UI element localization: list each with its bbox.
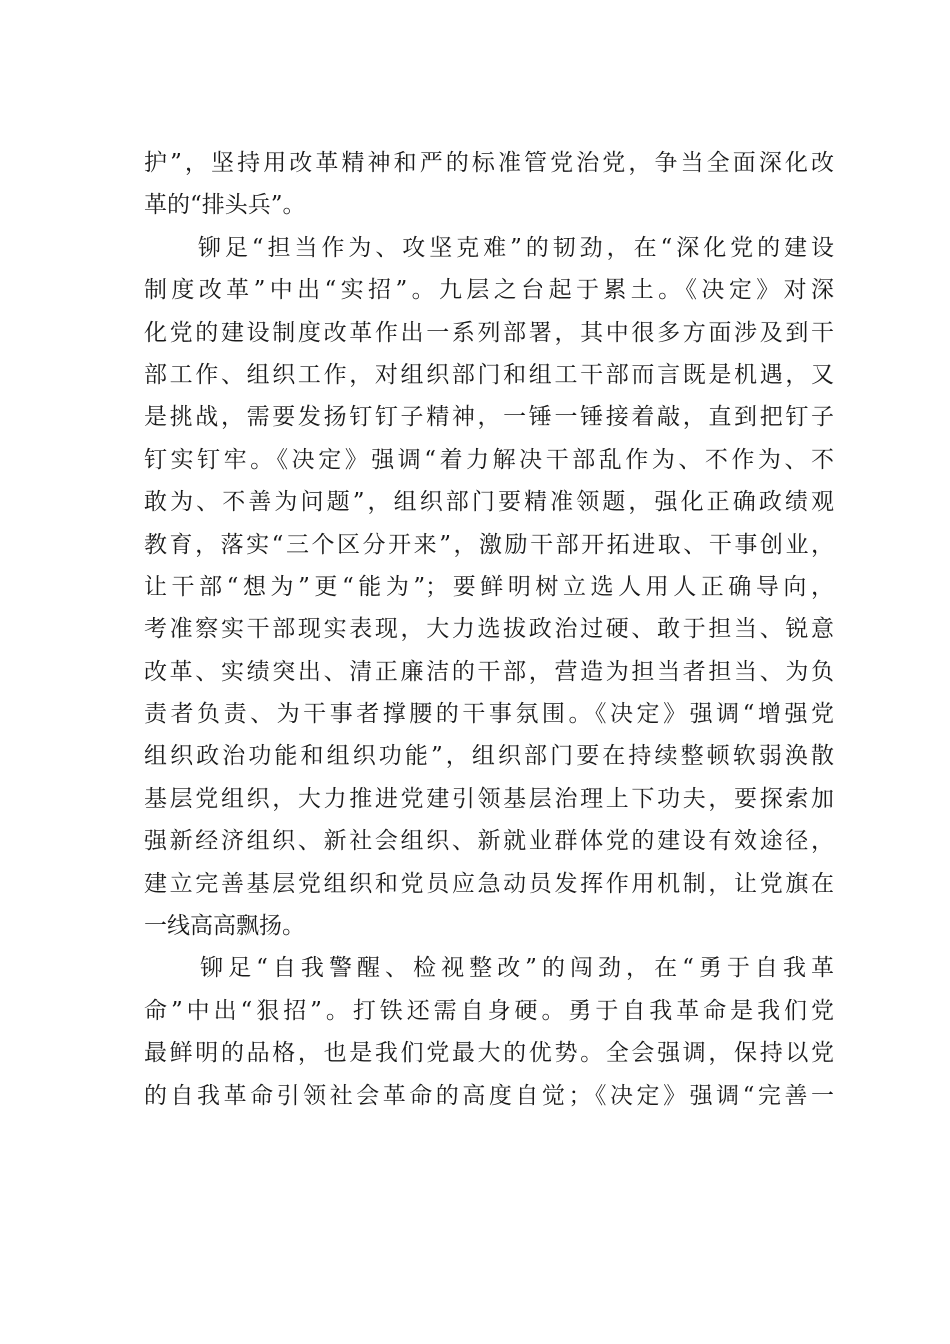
- text-line: 责者负责、为干事者撑腰的干事氛围。《决定》强调“增强党: [144, 701, 834, 728]
- text-line: 敢为、不善为问题”，组织部门要精准领题，强化正确政绩观: [144, 489, 834, 516]
- text-line: 最鲜明的品格，也是我们党最大的优势。全会强调，保持以党: [144, 1040, 834, 1067]
- text-line: 让干部“想为”更“能为”；要鲜明树立选人用人正确导向，: [144, 573, 834, 600]
- text-line: 改革、实绩突出、清正廉洁的干部，营造为担当者担当、为负: [144, 658, 834, 685]
- text-line: 的自我革命引领社会革命的高度自觉；《决定》强调“完善一: [144, 1082, 834, 1109]
- text-line: 制度改革”中出“实招”。九层之台起于累土。《决定》对深: [144, 277, 834, 304]
- text-line: 铆足“担当作为、攻坚克难”的韧劲，在“深化党的建设: [144, 234, 834, 261]
- text-line: 考准察实干部现实表现，大力选拔政治过硬、敢于担当、锐意: [144, 616, 834, 643]
- text-line: 强新经济组织、新社会组织、新就业群体党的建设有效途径，: [144, 828, 834, 855]
- text-line: 部工作、组织工作，对组织部门和组工干部而言既是机遇，又: [144, 361, 834, 388]
- text-line: 一线高高飘扬。: [144, 913, 305, 940]
- text-line: 铆足“自我警醒、检视整改”的闯劲，在“勇于自我革: [144, 955, 834, 982]
- text-line: 护”，坚持用改革精神和严的标准管党治党，争当全面深化改: [144, 150, 834, 176]
- text-line: 命”中出“狠招”。打铁还需自身硬。勇于自我革命是我们党: [144, 997, 834, 1024]
- text-line: 基层党组织，大力推进党建引领基层治理上下功夫，要探索加: [144, 785, 834, 812]
- text-line: 钉实钉牢。《决定》强调“着力解决干部乱作为、不作为、不: [144, 446, 834, 473]
- body-text: [144, 142, 834, 1117]
- text-line: 革的“排头兵”。: [144, 192, 306, 219]
- text-line: 建立完善基层党组织和党员应急动员发挥作用机制，让党旗在: [144, 870, 834, 897]
- text-line: 是挑战，需要发扬钉钉子精神，一锤一锤接着敲，直到把钉子: [144, 404, 834, 431]
- text-line: 组织政治功能和组织功能”，组织部门要在持续整顿软弱涣散: [144, 743, 834, 770]
- text-line: 教育，落实“三个区分开来”，激励干部开拓进取、干事创业，: [144, 531, 834, 558]
- text-line: 化党的建设制度改革作出一系列部署，其中很多方面涉及到干: [144, 319, 834, 346]
